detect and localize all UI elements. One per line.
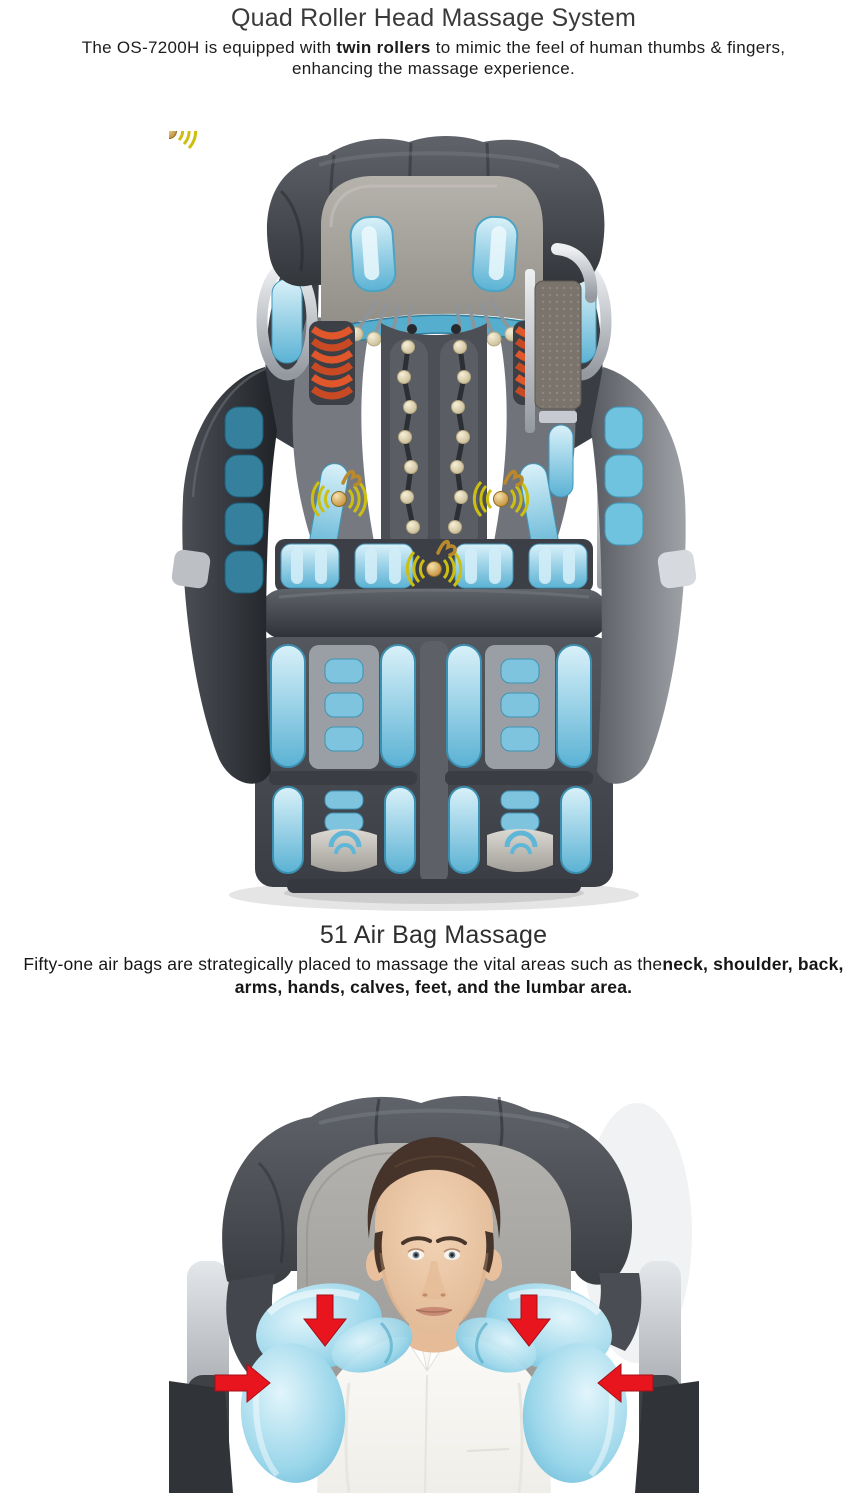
neck-airbag-figure <box>0 1083 867 1493</box>
section-air-bag <box>0 921 867 1493</box>
chair-front-figure <box>0 131 867 921</box>
airbag-description-line-2: back, arms, hands, calves, feet, and the lumbar area. <box>234 954 844 997</box>
air-bag-title: 51 Air Bag Massage <box>319 921 548 949</box>
massage-spine-rollers <box>381 323 487 555</box>
airbag-description-line-1: Fifty-one air bags are strategically placed to massage the vital areas such as theneck, shoulder, <box>23 954 793 974</box>
quad-roller-description <box>0 33 867 79</box>
armrest-right <box>591 367 697 784</box>
legrest-airbags <box>255 637 613 893</box>
air-bag-description <box>0 950 867 999</box>
chair-front-image <box>169 131 699 921</box>
description-line-1: The OS-7200H is equipped with twin rollers to mimic the feel of human thumbs & fingers, <box>81 38 786 57</box>
description-line-2: enhancing the massage experience. <box>291 59 576 78</box>
armrest-left <box>170 367 276 784</box>
seat-front-bar <box>259 589 609 639</box>
quad-roller-title: Quad Roller Head Massage System <box>231 4 636 32</box>
neck-airbag-image <box>169 1083 699 1493</box>
